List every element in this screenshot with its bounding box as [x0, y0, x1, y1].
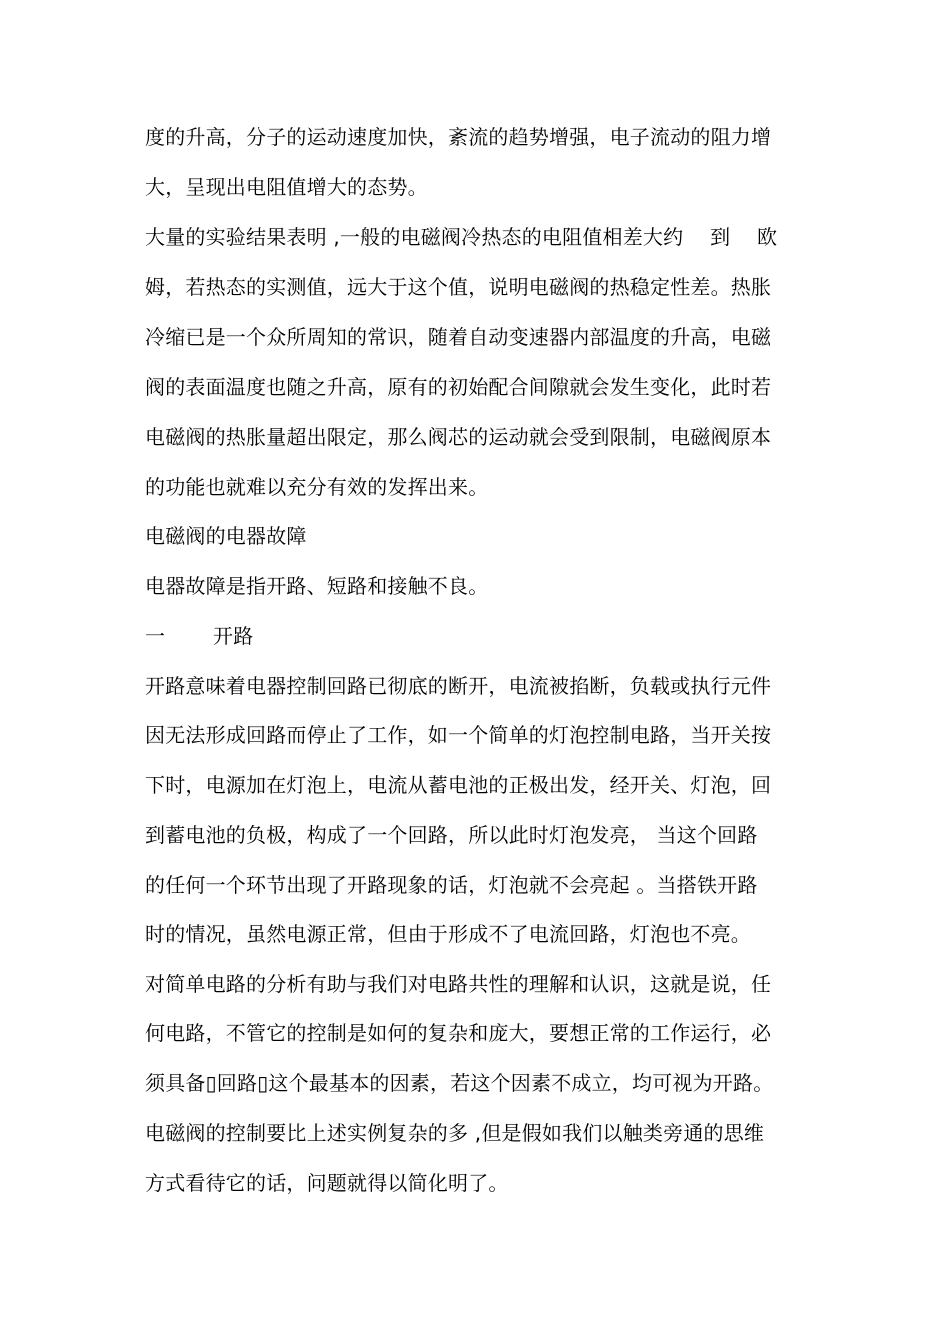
paragraph-line: 大量的实验结果表明 ,一般的电磁阀冷热态的电阻值相差大约 到 欧	[145, 225, 778, 249]
paragraph-line: 的任何一个环节出现了开路现象的话，灯泡就不会亮起 。当搭铁开路	[145, 873, 758, 897]
paragraph-line: 对简单电路的分析有助与我们对电路共性的理解和认识，这就是说，任	[145, 972, 772, 996]
paragraph-line: 开路意味着电器控制回路已彻底的断开，电流被掐断，负载或执行元件	[145, 674, 772, 698]
paragraph-line: 须具备▯回路▯这个最基本的因素，若这个因素不成立，均可视为开路。	[145, 1071, 774, 1095]
list-marker: 一	[145, 624, 166, 648]
paragraph-line: 下时，电源加在灯泡上，电流从蓄电池的正极出发，经开关、灯泡，回	[145, 773, 772, 797]
paragraph-line: 因无法形成回路而停止了工作，如一个简单的灯泡控制电路，当开关按	[145, 723, 772, 747]
paragraph-line: 时的情况，虽然电源正常，但由于形成不了电流回路，灯泡也不亮。	[145, 922, 751, 946]
paragraph-line: 电器故障是指开路、短路和接触不良。	[145, 574, 489, 598]
paragraph-line: 姆，若热态的实测值，远大于这个值，说明电磁阀的热稳定性差。热胀	[145, 275, 772, 299]
paragraph-line: 大，呈现出电阻值增大的态势。	[145, 175, 428, 199]
paragraph-line: 到蓄电池的负极，构成了一个回路，所以此时灯泡发亮， 当这个回路	[145, 823, 758, 847]
paragraph-line: 何电路，不管它的控制是如何的复杂和庞大，要想正常的工作运行，必	[145, 1021, 772, 1045]
list-item	[145, 623, 825, 649]
paragraph-line: 方式看待它的话，问题就得以简化明了。	[145, 1171, 509, 1195]
paragraph-line: 电磁阀的热胀量超出限定，那么阀芯的运动就会受到限制，电磁阀原本	[145, 425, 772, 449]
paragraph-line: 冷缩已是一个众所周知的常识，随着自动变速器内部温度的升高，电磁	[145, 325, 772, 349]
paragraph-line: 电磁阀的控制要比上述实例复杂的多 ,但是假如我们以触类旁通的思维	[145, 1121, 765, 1145]
paragraph-line: 的功能也就难以充分有效的发挥出来。	[145, 475, 489, 499]
paragraph-line: 度的升高，分子的运动速度加快，紊流的趋势增强，电子流动的阻力增	[145, 125, 772, 149]
paragraph-line: 阀的表面温度也随之升高，原有的初始配合间隙就会发生变化，此时若	[145, 375, 772, 399]
list-item-text: 开路	[213, 624, 254, 648]
section-heading: 电磁阀的电器故障	[145, 524, 307, 548]
